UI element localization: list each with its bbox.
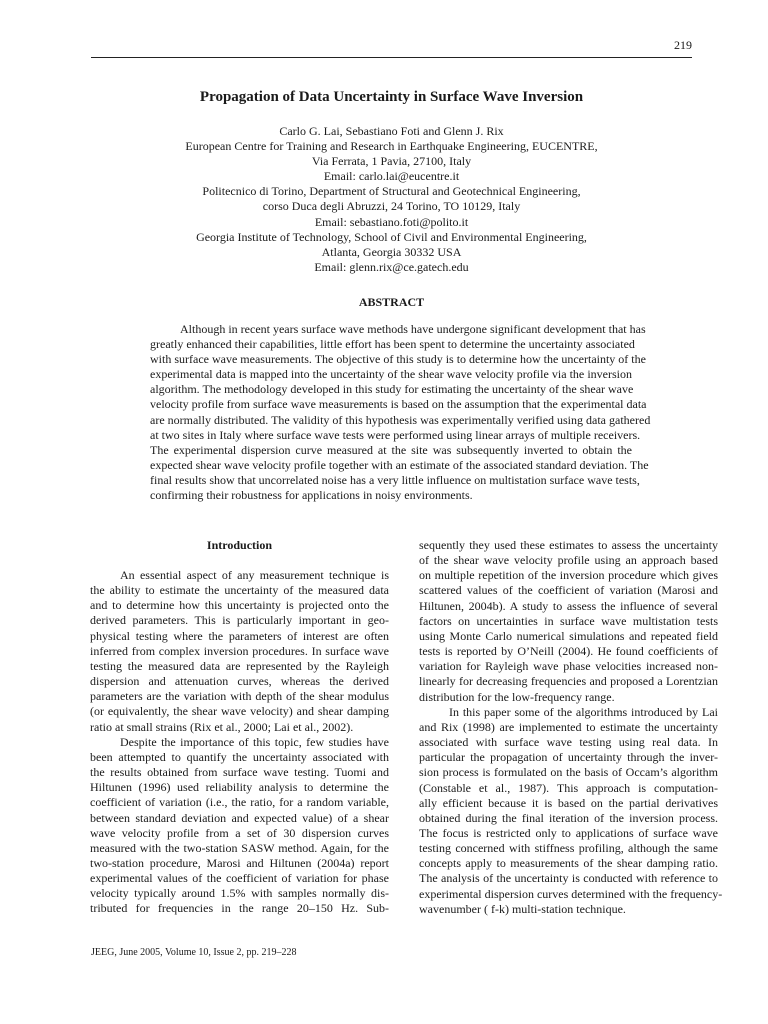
right-column-line: on multiple repetition of the inversion procedure which gives bbox=[419, 568, 718, 583]
left-column-line: dispersion and attenuation curves, whereas the derived bbox=[90, 674, 389, 689]
right-column-text bbox=[419, 538, 723, 917]
author-line: Via Ferrata, 1 Pavia, 27100, Italy bbox=[311, 154, 472, 169]
right-column-line: obtained during the final iteration of the inversion process. bbox=[419, 810, 718, 825]
left-column-line: and to determine how this uncertainty is projected onto the bbox=[90, 598, 389, 613]
abstract-line: algorithm. The methodology developed in this study for estimating the uncertainty of the shear wave bbox=[150, 382, 634, 397]
author-line: Politecnico di Torino, Department of Structural and Geotechnical Engineering, bbox=[202, 184, 581, 199]
left-column-line: measured with the two-station SASW method. Again, for the bbox=[90, 840, 389, 855]
author-line: corso Duca degli Abruzzi, 24 Torino, TO 10129, Italy bbox=[262, 199, 521, 214]
right-column-line: testing concerned with stiffness profiling, although the same bbox=[419, 841, 718, 856]
abstract-line: expected shear wave velocity profile together with an estimate of the associated standard deviation. The bbox=[150, 457, 649, 472]
right-column-line: sequently they used these estimates to assess the uncertainty bbox=[419, 538, 718, 552]
right-column-line: tests is reported by O’Neill (2004). He found coefficients of bbox=[419, 644, 718, 659]
left-column bbox=[90, 538, 389, 917]
left-column-line: the results obtained from surface wave testing. Tuomi and bbox=[90, 765, 389, 780]
author-line: Georgia Institute of Technology, School of Civil and Environmental Engineering, bbox=[196, 229, 587, 244]
right-column-line: of the shear wave velocity profile using an approach based bbox=[419, 553, 718, 568]
abstract-heading: ABSTRACT bbox=[358, 295, 425, 309]
author-line: Carlo G. Lai, Sebastiano Foti and Glenn J. Rix bbox=[279, 124, 504, 138]
left-column-line: parameters are the variation with depth of the shear modulus bbox=[90, 689, 389, 704]
right-column-line: Hiltunen, 2004b). A study to assess the influence of several bbox=[419, 598, 718, 613]
right-column-line: scattered values of the coefficient of variation (Marosi and bbox=[419, 583, 718, 598]
abstract-line: with surface wave measurements. The objective of this study is to determine how the uncertainty of the bbox=[150, 352, 646, 367]
right-column-line: sion process is formulated on the basis of Occam’s algorithm bbox=[419, 765, 718, 780]
abstract-body bbox=[150, 322, 651, 503]
abstract-line: experimental data is mapped into the uncertainty of the shear wave velocity profile via the inversion bbox=[150, 367, 632, 382]
abstract-line: velocity profile from surface wave measurements is based on the assumption that the experimental data bbox=[150, 397, 647, 412]
right-column-line: (Constable et al., 1987). This approach is computation- bbox=[419, 780, 718, 795]
author-line: Email: sebastiano.foti@polito.it bbox=[314, 214, 469, 229]
left-column-line: been attempted to quantify the uncertainty associated with bbox=[90, 749, 389, 764]
left-column-line: wave velocity profile from a set of 30 dispersion curves bbox=[90, 825, 389, 840]
right-column-line: using Monte Carlo numerical simulations and repeated field bbox=[419, 628, 718, 643]
right-column-line: linearly for decreasing frequencies and proposed a Lorentzian bbox=[419, 674, 718, 689]
journal-footer: JEEG, June 2005, Volume 10, Issue 2, pp. 219–228 bbox=[91, 947, 297, 958]
left-column-line: (or equivalently, the shear wave velocity) and shear damping bbox=[90, 704, 389, 719]
header-rule bbox=[91, 57, 692, 58]
abstract-line: Although in recent years surface wave methods have undergone significant development that has bbox=[180, 322, 646, 336]
right-column-line: ally efficient because it is based on the partial derivatives bbox=[419, 795, 718, 810]
page-number: 219 bbox=[674, 38, 692, 52]
author-line: European Centre for Training and Research in Earthquake Engineering, EUCENTRE, bbox=[185, 139, 598, 154]
introduction-heading: Introduction bbox=[206, 538, 273, 552]
left-column-line: tributed for frequencies in the range 20–150 Hz. Sub- bbox=[90, 901, 389, 916]
abstract-line: final results show that uncorrelated noise has a very little influence on multistation surface wave tests, bbox=[150, 472, 640, 487]
left-column-text bbox=[90, 568, 389, 917]
right-column-line: distribution for the low-frequency range. bbox=[419, 689, 615, 704]
author-line: Email: glenn.rix@ce.gatech.edu bbox=[314, 259, 469, 274]
right-column-line: and Rix (1998) are implemented to estimate the uncertainty bbox=[419, 719, 718, 734]
left-column-line: two-station procedure, Marosi and Hiltunen (2004a) report bbox=[90, 855, 389, 870]
left-column-line: testing the measured data are represented by the Rayleigh bbox=[90, 658, 389, 673]
right-column-line: The focus is restricted only to applications of surface wave bbox=[419, 825, 718, 840]
left-column-line: Despite the importance of this topic, few studies have bbox=[120, 734, 389, 749]
left-column-line: Hiltunen (1996) used reliability analysis to determine the bbox=[90, 780, 389, 795]
left-column-line: derived parameters. This is particularly important in geo- bbox=[90, 613, 389, 628]
author-block bbox=[91, 124, 692, 275]
left-column-line: velocity typically around 1.5% with samples normally dis- bbox=[90, 886, 389, 901]
right-column-line: particular the propagation of uncertainty through the inver- bbox=[419, 750, 718, 765]
left-column-line: An essential aspect of any measurement technique is bbox=[120, 568, 389, 582]
right-column-line: experimental dispersion curves determined with the frequency- bbox=[419, 886, 723, 901]
author-line: Atlanta, Georgia 30332 USA bbox=[321, 244, 462, 259]
paper-title: Propagation of Data Uncertainty in Surface Wave Inversion bbox=[199, 89, 584, 105]
right-column-line: In this paper some of the algorithms introduced by Lai bbox=[449, 704, 718, 719]
abstract-line: greatly enhanced their capabilities, little effort has been spent to determine the uncertainty associated bbox=[150, 337, 635, 352]
left-column-line: experimental values of the coefficient of variation for phase bbox=[90, 871, 389, 886]
left-column-line: coefficient of variation (i.e., the ratio, for a random variable, bbox=[90, 795, 389, 810]
left-column-line: physical testing where the parameters of interest are often bbox=[90, 628, 389, 643]
left-column-line: between standard deviation and expected value) of a shear bbox=[90, 810, 389, 825]
abstract-line: The experimental dispersion curve measured at the site was subsequently inverted to obtain the bbox=[150, 442, 632, 457]
right-column-line: wavenumber ( f-k) multi-station technique. bbox=[419, 901, 626, 916]
author-line: Email: carlo.lai@eucentre.it bbox=[323, 169, 460, 184]
right-column-line: concepts apply to measurements of the shear damping ratio. bbox=[419, 856, 718, 871]
right-column-line: factors on uncertainties in surface wave multistation tests bbox=[419, 613, 718, 628]
right-column-line: variation for Rayleigh wave phase velocities increased non- bbox=[419, 659, 718, 674]
abstract-line: at two sites in Italy where surface wave tests were performed using linear arrays of multiple receivers. bbox=[150, 427, 641, 442]
right-column-line: associated with surface wave testing using real data. In bbox=[419, 735, 718, 750]
abstract-line: are normally distributed. The validity of this hypothesis was experimentally verified using data gathered bbox=[150, 412, 651, 427]
right-column-line: The analysis of the uncertainty is conducted with reference to bbox=[419, 871, 718, 886]
left-column-line: ratio at small strains (Rix et al., 2000; Lai et al., 2002). bbox=[90, 719, 354, 734]
left-column-line: inferred from complex inversion procedures. In surface wave bbox=[90, 643, 389, 658]
left-column-line: the ability to estimate the uncertainty of the measured data bbox=[90, 583, 389, 598]
abstract-line: confirming their robustness for applications in noisy environments. bbox=[150, 488, 473, 503]
